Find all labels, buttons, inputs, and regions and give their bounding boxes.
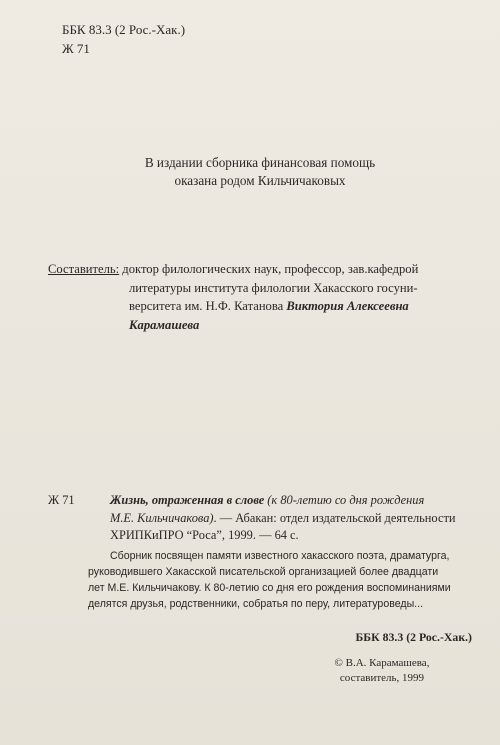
annotation-line-4: делятся друзья, родственники, собратья по перу, литературоведы... xyxy=(88,598,424,610)
compiler-line-1 xyxy=(48,260,468,279)
book-title: Жизнь, отраженная в слове xyxy=(110,493,265,507)
imprint-1: . — Абакан: отдел издательской деятельности xyxy=(213,510,456,525)
catalog-entry xyxy=(48,492,473,545)
annotation-line-2: руководившего Хакасской писательской организацией более двадцати xyxy=(88,566,439,578)
compiler-name-first: Виктория Алексеевна xyxy=(286,299,409,313)
copyright-line-1: © В.А. Карамашева, xyxy=(334,657,430,669)
compiler-label: Составитель: xyxy=(48,262,120,276)
annotation-line-3: лет М.Е. Кильчичакову. К 80-летию со дня его рождения воспоминаниями xyxy=(88,582,451,594)
compiler-line-3 xyxy=(48,297,468,316)
imprint-2: ХРИПКиПРО “Роса”, 1999. — 64 с. xyxy=(110,528,299,542)
compiler-credentials: доктор филологических наук, профессор, зав.кафедрой xyxy=(119,262,419,276)
catalog-line-2 xyxy=(110,510,473,528)
compiler-block xyxy=(48,260,468,334)
book-subtitle-2: М.Е. Кильчичакова) xyxy=(110,510,214,525)
compiler-name-last: Карамашева xyxy=(129,317,200,332)
funding-line-1: В издании сборника финансовая помощь xyxy=(144,155,376,170)
compiler-line-2: литературы института филологии Хакасского госуни- xyxy=(129,280,418,295)
annotation-line-1: Сборник посвящен памяти известного хакасского поэта, драматурга, xyxy=(110,550,450,562)
annotation xyxy=(88,548,472,612)
catalog-line-1 xyxy=(110,492,473,510)
bbk-index-bottom: ББК 83.3 (2 Рос.-Хак.) xyxy=(355,630,472,644)
book-subtitle-1: (к 80-летию со дня рождения xyxy=(264,493,425,507)
author-code-top: Ж 71 xyxy=(62,41,90,56)
copyright-line-2: составитель, 1999 xyxy=(339,672,425,684)
funding-line-2: оказана родом Кильчичаковых xyxy=(174,173,346,188)
bbk-index-top: ББК 83.3 (2 Рос.-Хак.) xyxy=(62,22,186,37)
catalog-code: Ж 71 xyxy=(48,493,75,507)
compiler-university: верситета им. Н.Ф. Катанова xyxy=(129,299,287,313)
funding-note xyxy=(90,154,430,190)
copyright-notice xyxy=(300,656,464,686)
